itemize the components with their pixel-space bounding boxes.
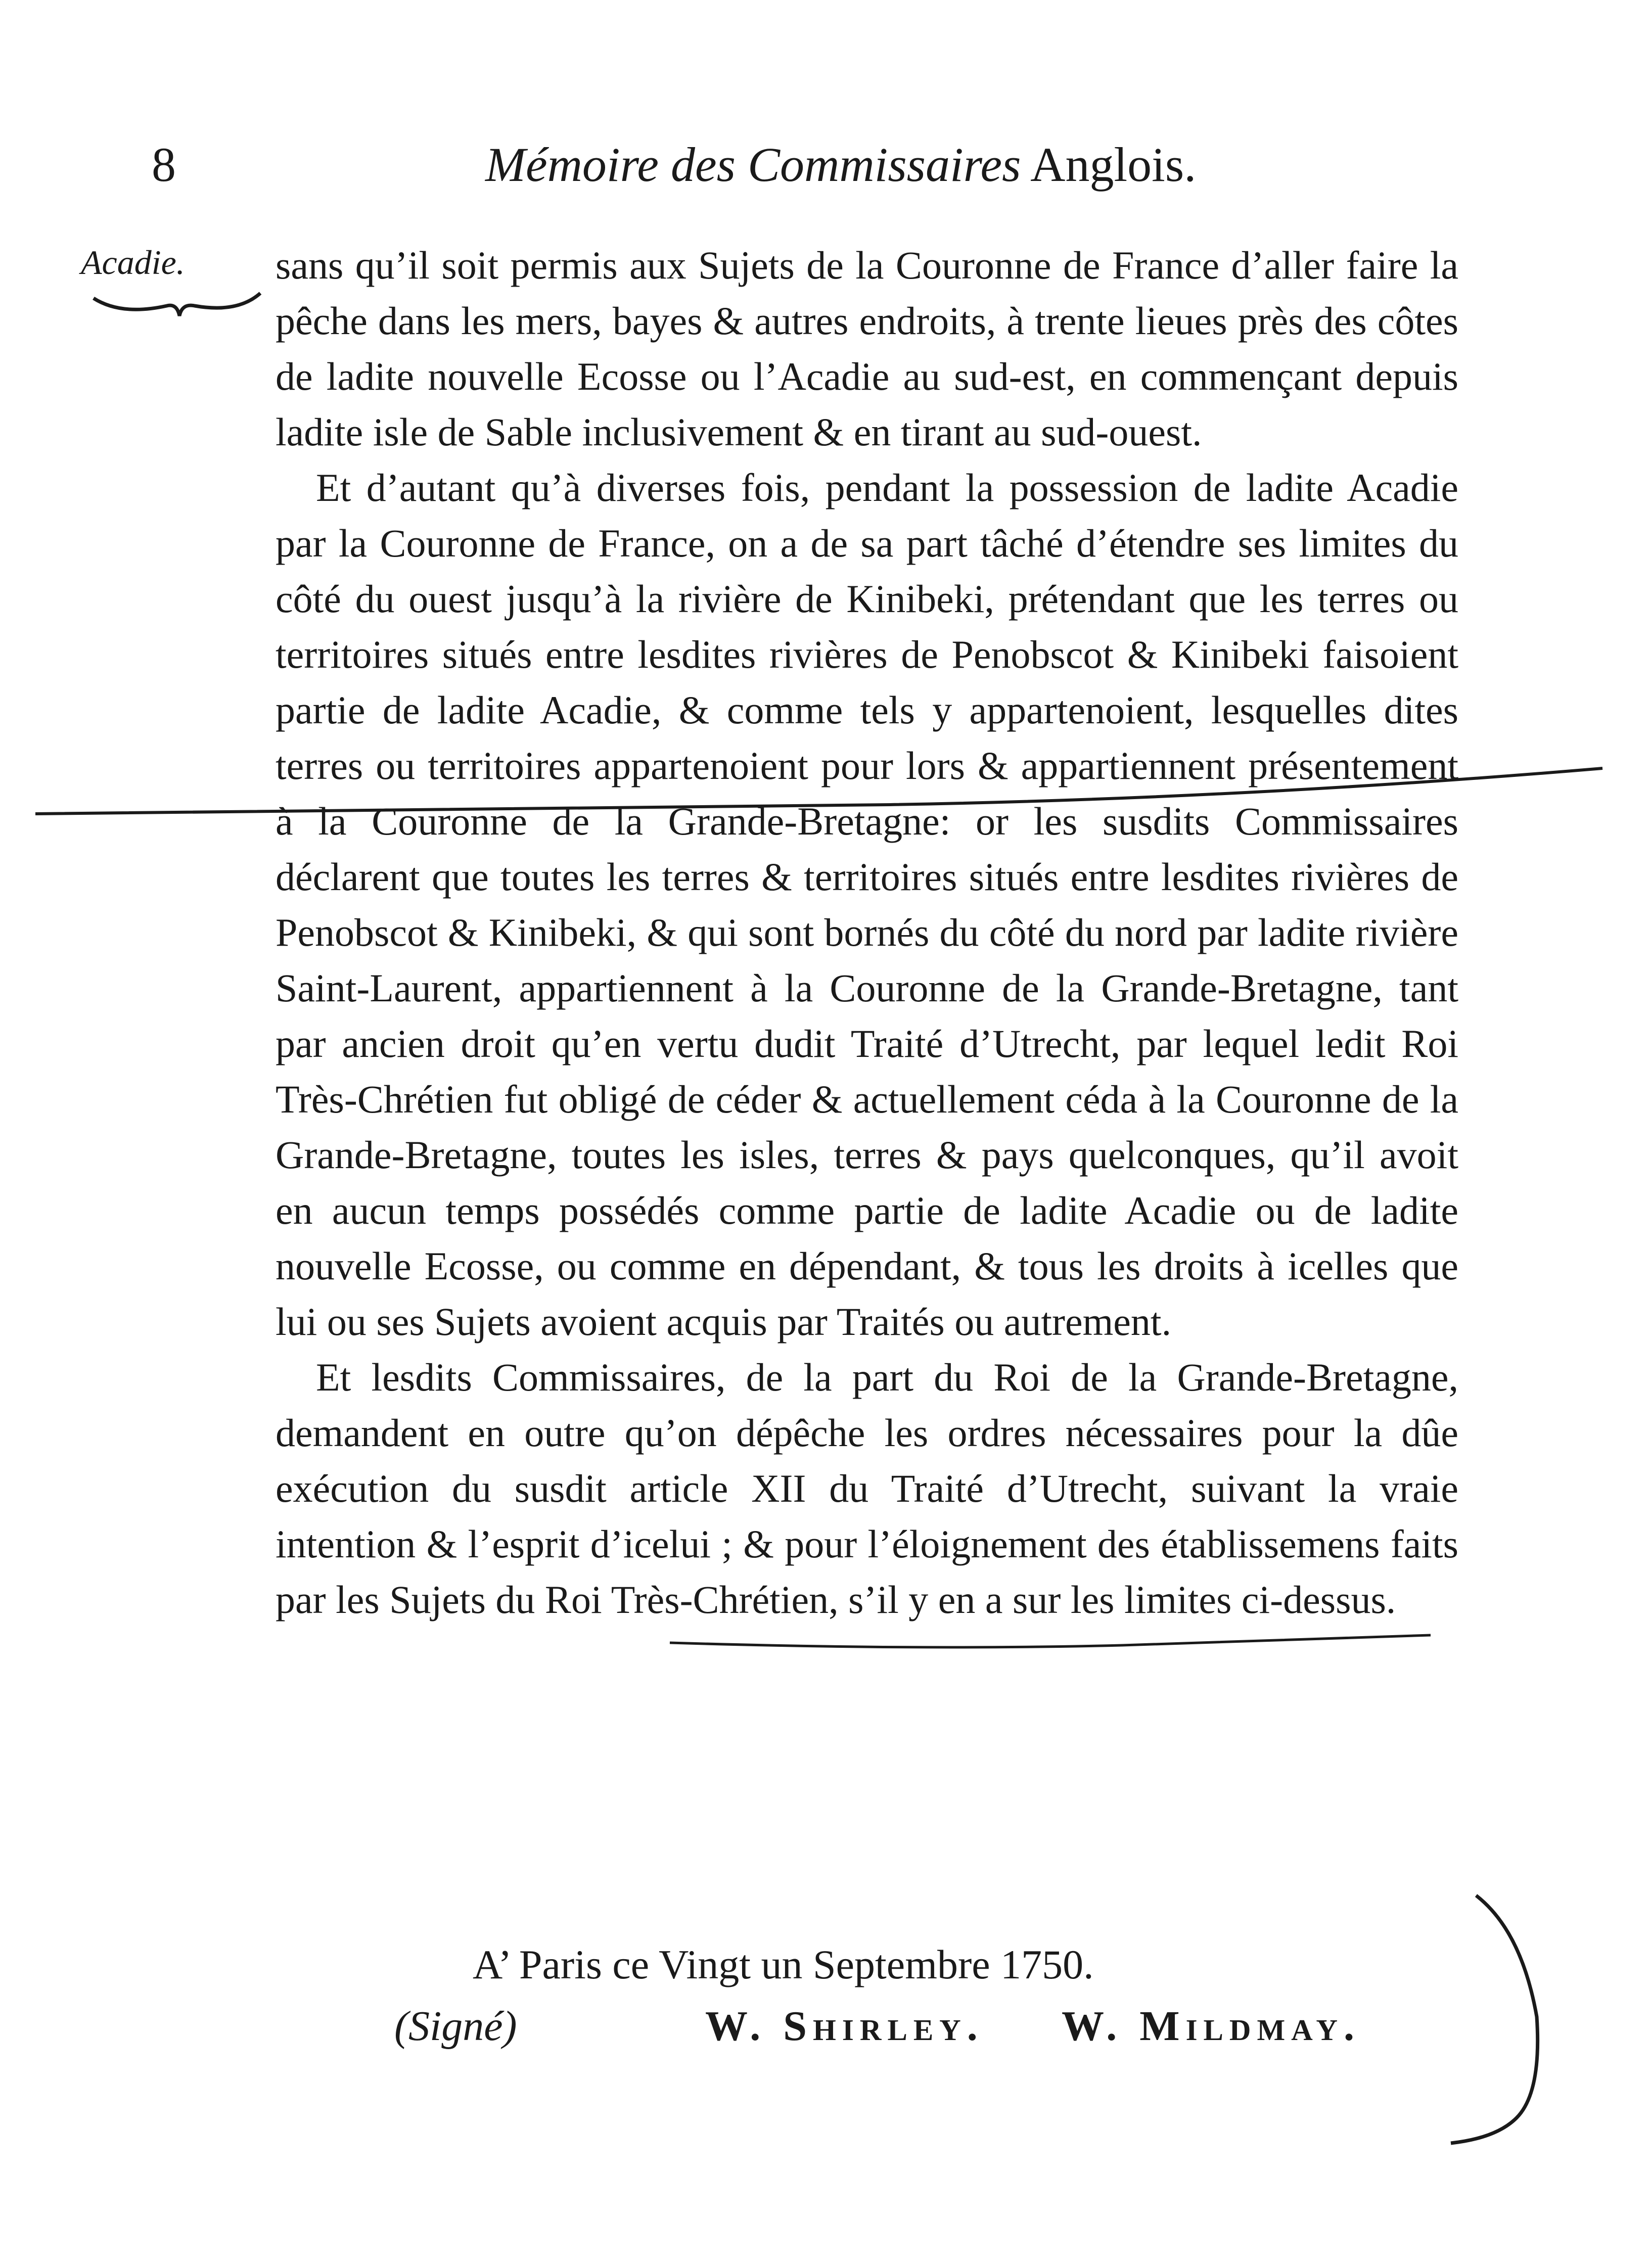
signed-label: (Signé) bbox=[394, 2003, 517, 2050]
handwritten-strike-line bbox=[30, 758, 1608, 819]
running-title bbox=[485, 136, 1196, 193]
page-header bbox=[152, 136, 1476, 207]
body-text bbox=[276, 238, 1458, 1628]
signature-mildmay: W. Mildmay. bbox=[1062, 2003, 1360, 2050]
paragraph-1: sans qu’il soit permis aux Sujets de la Couronne de France d’aller faire la pêche dans les mers, bayes & autres endroits, à trente lieues près des côtes de ladite nouvelle Ecosse ou l’Acadie au sud-est, en commençant depuis ladite isle de Sable inclusivement & en tirant au sud-ouest. bbox=[276, 243, 1458, 454]
page-number: 8 bbox=[152, 137, 176, 192]
dateline: A’ Paris ce Vingt un Septembre 1750. bbox=[473, 1941, 1094, 1987]
margin-note: Acadie. bbox=[81, 243, 185, 282]
running-title-italic: Mémoire des Commissaires bbox=[485, 137, 1021, 192]
handwritten-underline bbox=[667, 1625, 1436, 1655]
paragraph-2: Et d’autant qu’à diverses fois, pendant la possession de ladite Acadie par la Couronne de France, on a de sa part tâché d’étendre ses limites du côté du ouest jusqu’à la rivière de Kinibeki, prétendant que les terres ou territoires situés entre lesdites rivières de Penobscot & Kinibeki faisoient partie de ladite Acadie, & comme tels y appartenoient, lesquelles dites terres ou territoires appartenoient pour lors & appartiennent présentement à la Couronne de la Grande-Bretagne: or les susdits Commissaires déclarent que toutes les terres & territoires situés entre lesdites rivières de Penobscot & Kinibeki, & qui sont bornés du côté du nord par ladite rivière Saint-Laurent, appartiennent à la Couronne de la Grande-Bretagne, tant par ancien droit qu’en vertu dudit Traité d’Utrecht, par lequel ledit Roi Très-Chrétien fut obligé de céder & actuellement céda à la Couronne de la Grande-Bretagne, toutes les isles, terres & pays quelconques, qu’il avoit en aucun temps possédés comme partie de ladite Acadie ou de ladite nouvelle Ecosse, ou comme en dépendant, & tous les droits à icelles que lui ou ses Sujets avoient acquis par Traités ou autrement. bbox=[276, 466, 1458, 1344]
paragraph-3: Et lesdits Commissaires, de la part du Roi de la Grande-Bretagne, demandent en outre qu’on dépêche les ordres nécessaires pour la dûe exécution du susdit article XII du Traité d’Utrecht, suivant la vraie intention & l’esprit d’icelui ; & pour l’éloignement des établissemens faits par les Sujets du Roi Très-Chrétien, s’il y en a sur les limites ci-dessus. bbox=[276, 1355, 1458, 1622]
running-title-roman: Anglois. bbox=[1021, 137, 1197, 192]
margin-brace-mark bbox=[91, 288, 263, 323]
handwritten-parenthesis-mark bbox=[1446, 1890, 1577, 2153]
signature-shirley: W. Shirley. bbox=[705, 2003, 984, 2050]
